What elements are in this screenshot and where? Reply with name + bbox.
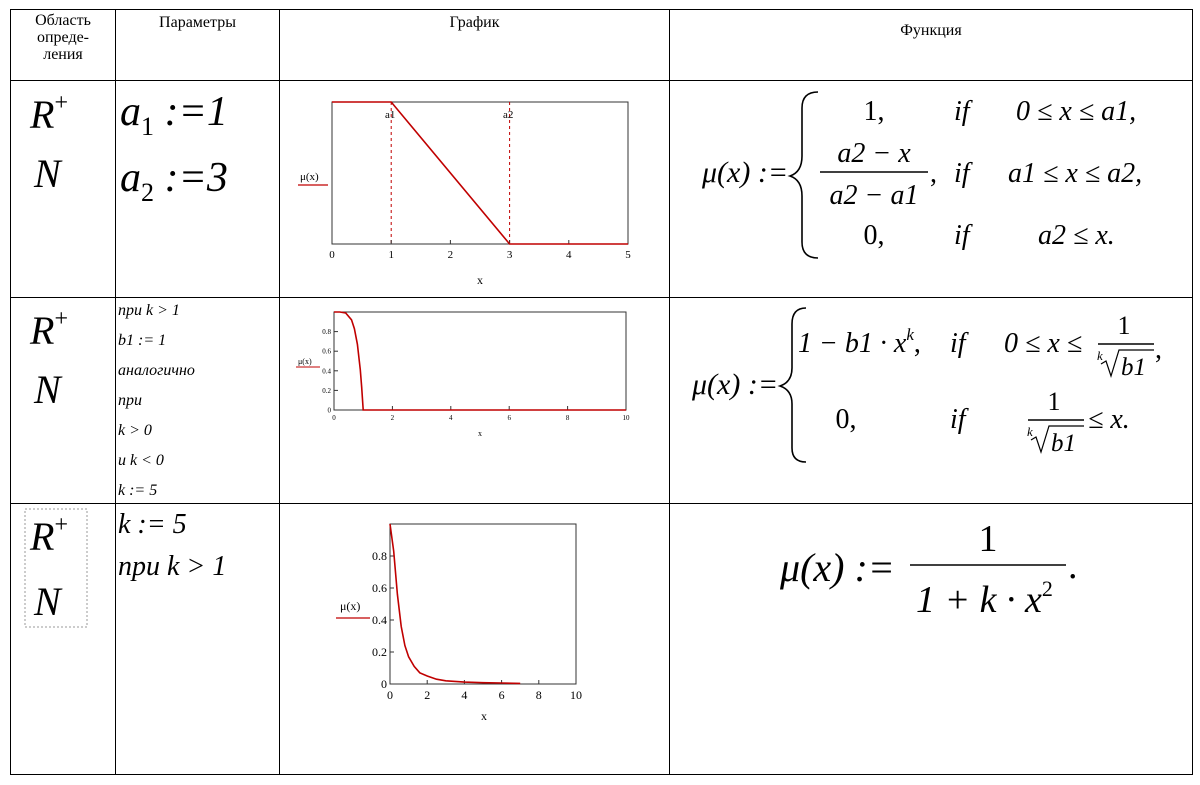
domain-r-plus: R+ [30,90,68,137]
y-tick-label: 0.4 [372,613,387,628]
function-1-formula [690,86,1185,266]
x-tick-label: 3 [506,249,513,261]
header-domain [11,12,115,63]
domain-r-plus: R+ [30,306,68,353]
header-function: Функция [900,22,962,39]
chart-power-decay [292,306,642,446]
x-tick-label: 4 [461,688,468,702]
x-tick-label: 2 [424,688,431,702]
x-tick-label: 2 [390,414,395,422]
x-tick-label: 2 [447,249,454,261]
header-domain-line-2: опреде- [36,29,90,46]
function-1-case-2-den: a2 − a1 [829,180,919,211]
x-tick-label: 4 [449,414,453,422]
y-tick-label: 0.8 [322,328,331,337]
x-tick-label: 5 [625,249,631,261]
x-tick-label: 0 [332,414,336,422]
param-line: b1 := 1 [118,332,167,349]
param-a2: $a_2$ :=3 [120,155,228,207]
domain-r-plus: R+ [30,512,68,559]
series-line [332,102,628,244]
function-1-case-3-condition: a2 ≤ x. [1038,220,1115,251]
chart-2-ylabel: μ(x) [298,357,312,366]
function-3-period: . [1068,545,1078,587]
chart-2-xlabel: x [478,429,482,438]
function-1-brace [790,92,818,258]
y-tick-label: 0 [327,406,331,415]
chart-3-plot-area [390,524,576,684]
param-line: при k > 1 [118,302,180,319]
param-line: при [118,392,142,409]
function-2-case-1-frac-den: b1 [1121,354,1146,381]
x-tick-label: 10 [570,688,582,702]
params-list-3 [118,504,226,588]
chart-2-plot-area [334,312,626,410]
header-domain-line-1: Область [35,12,91,29]
x-tick-label: 8 [565,414,570,422]
param-line: при k > 1 [118,551,227,582]
chart-1-plot-area [332,102,628,244]
x-tick-label: 6 [498,688,505,702]
y-tick-label: 0.8 [372,549,387,564]
chart-3-ylabel: μ(x) [340,599,361,613]
function-2-case-1-value: $1 - b1 \cdot x^k$, [798,325,921,359]
chart-rational-decay [330,518,600,733]
header-params: Параметры [159,14,236,31]
chart-1-xlabel: x [477,273,483,287]
function-3-numerator: 1 [978,518,998,560]
function-2-case-1-root-index: k [1097,348,1103,363]
x-tick-label: 0 [387,688,393,702]
x-tick-label: 10 [622,414,630,422]
header-domain-line-3: ления [43,46,83,63]
y-tick-label: 0.6 [372,581,387,596]
domain-n: N [34,579,61,624]
function-1-lhs: μ(x) := [702,156,789,189]
function-2-case-2-value: 0, [835,404,857,435]
function-2-lhs: μ(x) := [692,368,779,401]
function-1-case-1-if: if [954,96,970,127]
y-tick-label: 0.2 [322,386,331,395]
series-line [390,524,520,683]
function-1-case-2-if: if [954,158,970,189]
chart-1-ylabel: μ(x) [300,171,319,183]
param-line: k := 5 [118,509,187,540]
function-1-case-3-value: 0, [863,220,885,251]
chart-1-marker-a1: a1 [385,109,396,121]
function-1-case-2-comma: , [930,158,937,189]
param-line: и k < 0 [118,452,164,469]
series-line [334,312,626,410]
x-tick-label: 6 [507,414,511,422]
function-2-case-1-condition: 0 ≤ x ≤ [1004,328,1083,359]
function-2-case-1-if: if [950,328,966,359]
param-a1: $a_1$ :=1 [120,89,228,141]
params-list-2 [118,296,195,506]
function-2-case-2-frac-num: 1 [1047,387,1061,416]
param-line: k > 0 [118,422,152,439]
x-tick-label: 0 [329,249,335,261]
function-1-case-3-if: if [954,220,970,251]
y-tick-label: 0.6 [322,347,331,356]
function-3-denominator: $1 + k \cdot x^2$ [916,576,1053,621]
chart-1-marker-a2: a2 [503,109,514,121]
x-tick-label: 8 [535,688,542,702]
y-tick-label: 0 [381,677,387,692]
domain-n: N [34,151,61,196]
function-3-formula [770,515,1100,630]
param-line: аналогично [118,362,195,379]
param-line: k := 5 [118,482,158,499]
function-2-case-2-root-index: k [1027,424,1033,439]
chart-trapezoid [290,92,660,292]
function-2-case-1-frac-num: 1 [1117,311,1131,340]
function-2-case-1-comma: , [1155,334,1162,365]
y-tick-label: 0.2 [372,645,387,660]
function-2-case-2-condition: ≤ x. [1088,404,1130,435]
chart-3-xlabel: x [481,709,487,723]
function-1-case-2-condition: a1 ≤ x ≤ a2, [1008,158,1143,189]
function-1-case-1-value: 1, [863,96,885,127]
x-tick-label: 1 [388,249,394,261]
function-3-lhs: μ(x) := [780,545,895,590]
y-tick-label: 0.4 [322,367,331,376]
x-tick-label: 4 [566,249,572,261]
function-2-case-2-if: if [950,404,966,435]
header-graph: График [449,14,500,31]
function-2-case-2-frac-den: b1 [1051,430,1076,457]
domain-n: N [34,367,61,412]
function-2-formula [688,300,1183,470]
function-1-case-2-num: a2 − x [837,138,911,169]
function-1-case-1-condition: 0 ≤ x ≤ a1, [1016,96,1137,127]
